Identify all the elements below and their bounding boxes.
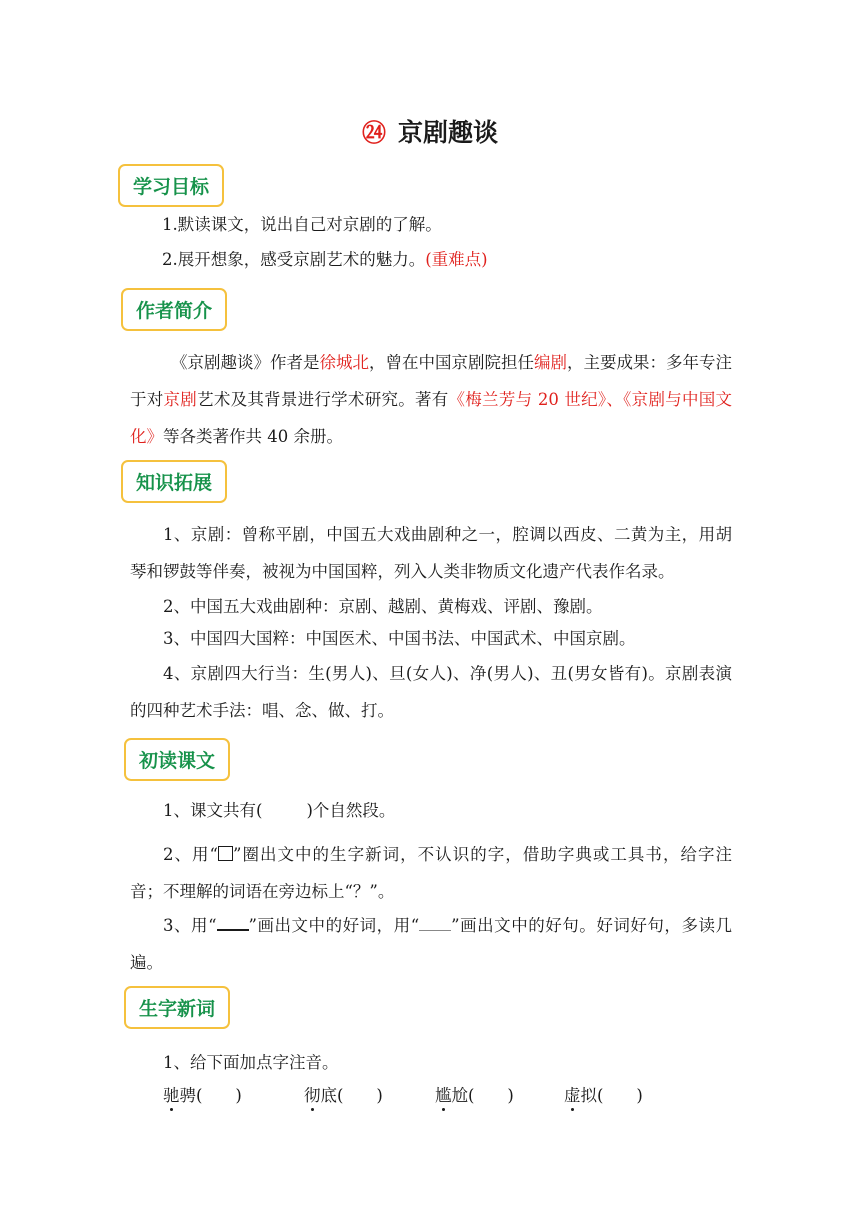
thin-underline-icon xyxy=(419,916,451,931)
author-text-3: ，主要成果：多年专注于对 xyxy=(130,353,732,409)
knowledge-item-4: 4、京剧四大行当：生(男人)、旦(女人)、净(男人)、丑(男女皆有)。京剧表演的四种艺术手法：唱、念、做、打。 xyxy=(130,664,732,720)
words-instruction: 1、给下面加点字注音。 xyxy=(163,1053,339,1072)
section-heading-author: 作者简介 xyxy=(121,288,227,331)
pinyin-item-rest[interactable]: 拟( ) xyxy=(580,1086,643,1105)
goal-item-2 xyxy=(162,249,764,271)
goal-item-1: 1.默读课文，说出自己对京剧的了解。 xyxy=(162,215,442,234)
dotted-char: 彻 xyxy=(304,1086,321,1105)
reading-item-3-c: ”画出文中的好句。好词好句，多读几遍。 xyxy=(130,916,733,972)
reading-item-3 xyxy=(130,907,732,981)
author-role: 编剧 xyxy=(534,353,567,372)
reading-item-1-a: 1、课文共有( xyxy=(163,801,263,820)
pinyin-item-rest[interactable]: 尬( ) xyxy=(451,1086,514,1105)
knowledge-item-1: 1、京剧：曾称平剧，中国五大戏曲剧种之一，腔调以西皮、二黄为主，用胡琴和锣鼓等伴奏，被视为中国国粹，列入人类非物质文化遗产代表作名录。 xyxy=(130,525,732,581)
goal-item-2-text: 2.展开想象，感受京剧艺术的魅力。 xyxy=(162,250,426,269)
lesson-title xyxy=(0,113,860,149)
lesson-number: ㉔ xyxy=(361,119,386,147)
author-works: 《梅兰芳与 20 世纪》、《京剧与中国文化》 xyxy=(130,390,733,446)
knowledge-item-3: 3、中国四大国粹：中国医术、中国书法、中国武术、中国京剧。 xyxy=(163,629,636,648)
thick-underline-icon xyxy=(217,915,249,931)
pinyin-item-rest[interactable]: 底( ) xyxy=(320,1086,383,1105)
reading-item-1-b: )个自然段。 xyxy=(306,801,396,820)
author-text-2: ，曾在中国京剧院担任 xyxy=(369,353,534,372)
section-heading-reading: 初读课文 xyxy=(124,738,230,781)
reading-item-3-b: ”画出文中的好词，用“ xyxy=(248,916,420,935)
dotted-char: 驰 xyxy=(163,1086,180,1105)
reading-item-1 xyxy=(163,800,765,822)
reading-item-2 xyxy=(130,836,732,910)
author-text-1: 《京剧趣谈》作者是 xyxy=(171,353,320,372)
pinyin-item-rest[interactable]: 骋( ) xyxy=(179,1086,242,1105)
section-heading-goals: 学习目标 xyxy=(118,164,224,207)
author-text-5: 等各类著作共 40 余册。 xyxy=(163,427,343,446)
section-heading-knowledge: 知识拓展 xyxy=(121,460,227,503)
key-point-tag: (重难点) xyxy=(425,250,488,269)
reading-item-3-a: 3、用“ xyxy=(163,916,217,935)
pinyin-item-1 xyxy=(163,1085,242,1107)
author-text-4: 艺术及其背景进行学术研究。著有 xyxy=(197,390,449,409)
pinyin-item-4 xyxy=(564,1085,643,1107)
section-heading-words: 生字新词 xyxy=(124,986,230,1029)
dotted-char: 尴 xyxy=(435,1086,452,1105)
knowledge-item-2: 2、中国五大戏曲剧种：京剧、越剧、黄梅戏、评剧、豫剧。 xyxy=(163,597,603,616)
dotted-char: 虚 xyxy=(564,1086,581,1105)
pinyin-item-2 xyxy=(304,1085,383,1107)
pinyin-item-3 xyxy=(435,1085,514,1107)
reading-item-2-a: 2、用“ xyxy=(163,845,218,864)
reading-item-2-b: ”圈出文中的生字新词，不认识的字，借助字典或工具书，给字注音；不理解的词语在旁边标上“？”。 xyxy=(130,845,732,901)
author-paragraph xyxy=(130,344,732,455)
author-field: 京剧 xyxy=(163,390,198,409)
author-name: 徐城北 xyxy=(319,353,369,372)
circle-mark-icon xyxy=(218,846,233,861)
lesson-title-text: 京剧趣谈 xyxy=(397,118,498,147)
